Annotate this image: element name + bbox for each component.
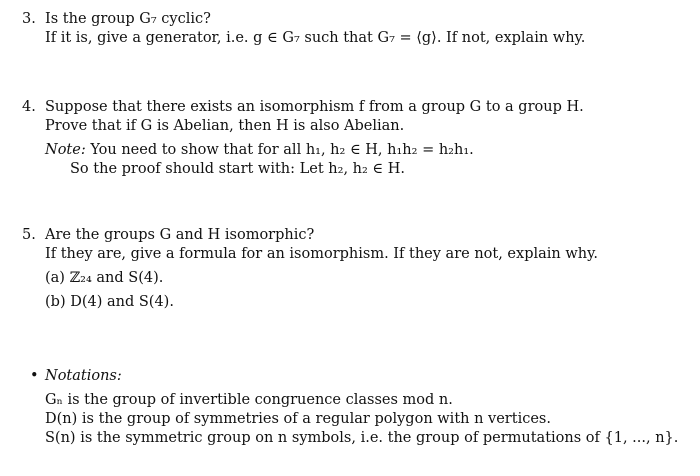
problem-5-question: Are the groups G and H isomorphic? <box>45 227 315 243</box>
problem-3 <box>22 10 682 48</box>
problem-3-question: Is the group G₇ cyclic? <box>45 11 211 27</box>
problem-number: 5. <box>22 227 36 243</box>
problem-5 <box>22 226 682 312</box>
problem-5-part-a: (a) ℤ₂₄ and S(4). <box>45 270 164 286</box>
notation-sn: S(n) is the symmetric group on n symbols, i.e. the group of permutations of {1, ..., n}. <box>45 430 679 446</box>
problem-4 <box>22 98 682 179</box>
problem-4-note <box>22 141 682 160</box>
notations-section <box>22 367 682 448</box>
bullet-icon: • <box>30 368 39 384</box>
problem-5-part-b: (b) D(4) and S(4). <box>45 294 174 310</box>
problem-number: 3. <box>22 11 36 27</box>
problem-4-statement: Suppose that there exists an isomorphism f from a group G to a group H. <box>45 99 584 115</box>
notation-gn: Gₙ is the group of invertible congruence classes mod n. <box>45 392 453 408</box>
notation-dn: D(n) is the group of symmetries of a regular polygon with n vertices. <box>45 411 551 427</box>
notations-title: Notations: <box>45 368 122 384</box>
problem-number: 4. <box>22 99 36 115</box>
problem-4-note-continuation: So the proof should start with: Let h₂, h₂ ∈ H. <box>70 161 406 177</box>
problem-5-instruction: If they are, give a formula for an isomorphism. If they are not, explain why. <box>45 246 598 262</box>
problem-4-task: Prove that if G is Abelian, then H is also Abelian. <box>45 118 405 134</box>
problem-3-instruction: If it is, give a generator, i.e. g ∈ G₇ such that G₇ = ⟨g⟩. If not, explain why. <box>45 30 586 46</box>
note-text: You need to show that for all h₁, h₂ ∈ H, h₁h₂ = h₂h₁. <box>90 142 474 158</box>
note-label: Note: <box>45 142 86 158</box>
